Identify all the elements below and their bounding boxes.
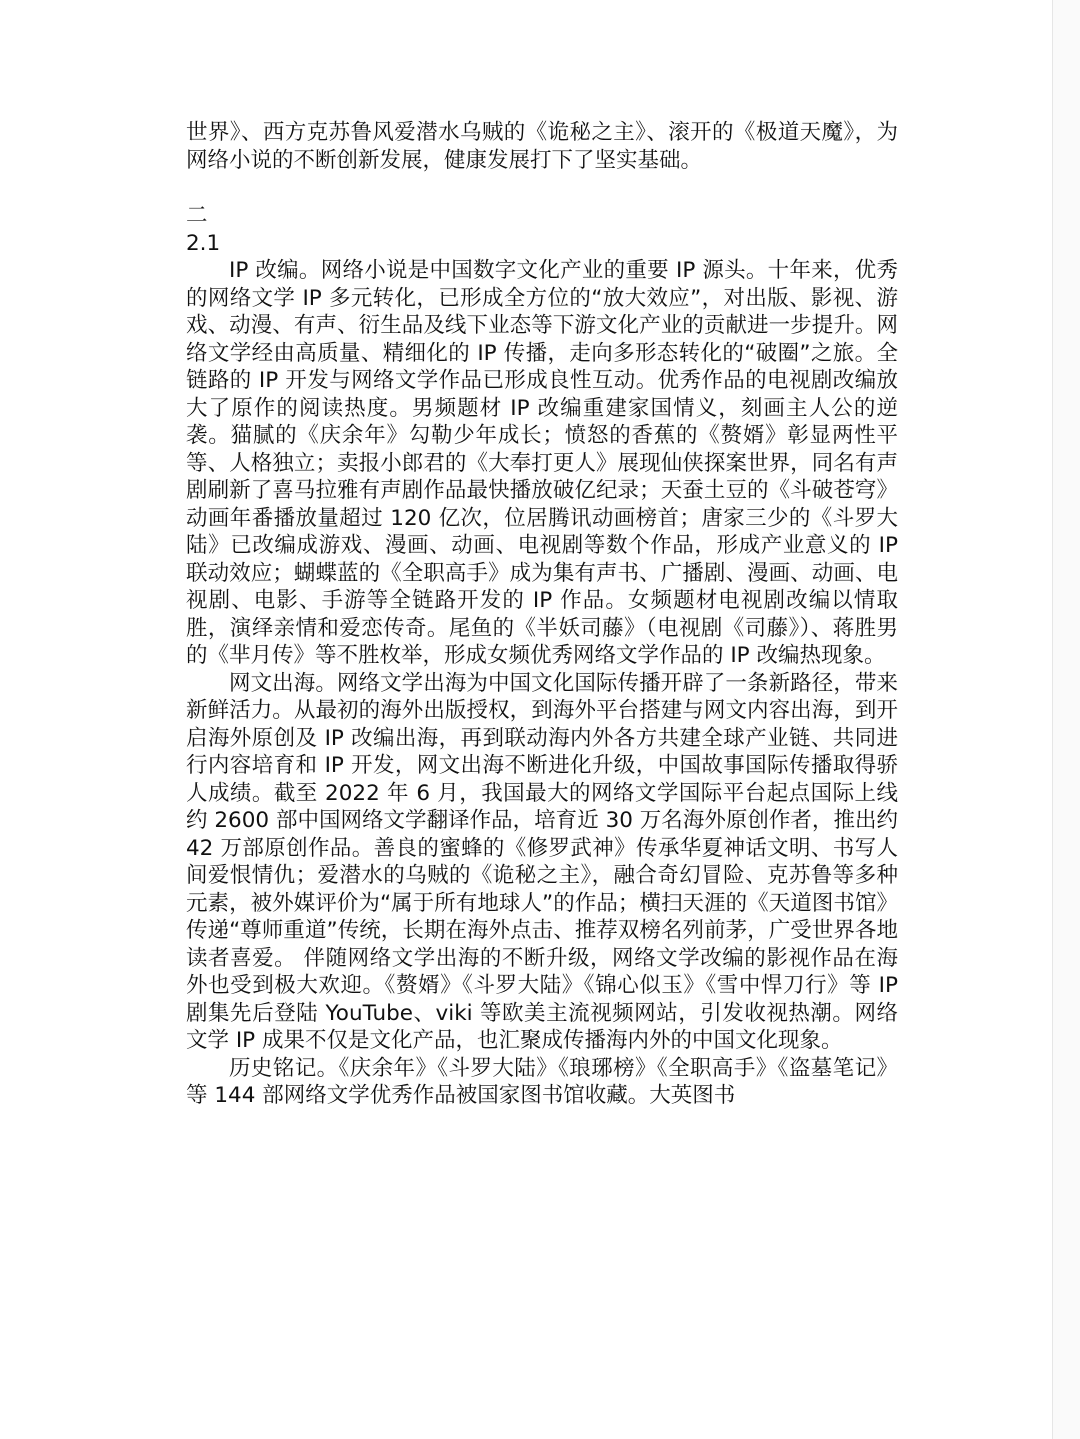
page-right-margin (1052, 0, 1080, 1439)
intro-paragraph: 世界》、西方克苏鲁风爱潜水乌贼的《诡秘之主》、滚开的《极道天魔》，为网络小说的不断创新发展，健康发展打下了坚实基础。 (186, 120, 898, 173)
paragraph-history-record: 历史铭记。《庆余年》《斗罗大陆》《琅琊榜》《全职高手》《盗墓笔记》等 144 部网络文学优秀作品被国家图书馆收藏。大英图书 (186, 1055, 898, 1108)
paragraph-gap (186, 174, 898, 202)
section-marker: 二 (186, 203, 208, 228)
subsection-number: 2.1 (186, 230, 221, 256)
paragraph-ip-adaptation: IP 改编。网络小说是中国数字文化产业的重要 IP 源头。十年来，优秀的网络文学 IP 多元转化，已形成全方位的“放大效应”，对出版、影视、游戏、动漫、有声、衍生品及线下业态等下游文化产业的贡献进一步提升。网络文学经由高质量、精细化的 IP 传播，走向多形态转化的“破圈”之旅。全链路的 IP 开发与网络文学作品已形成良性互动。优秀作品的电视剧改编放大了原作的阅读热度。男频题材 IP 改编重建家国情义，刻画主人公的逆袭。猫腻的《庆余年》勾勒少年成长；愤怒的香蕉的《赘婿》彰显两性平等、人格独立；卖报小郎君的《大奉打更人》展现仙侠探案世界，同名有声剧刷新了喜马拉雅有声剧作品最快播放破亿纪录；天蚕土豆的《斗破苍穹》动画年番播放量超过 120 亿次，位居腾讯动画榜首；唐家三少的《斗罗大陆》已改编成游戏、漫画、动画、电视剧等数个作品，形成产业意义的 IP 联动效应；蝴蝶蓝的《全职高手》成为集有声书、广播剧、漫画、动画、电视剧、电影、手游等全链路开发的 IP 作品。女频题材电视剧改编以情取胜，演绎亲情和爱恋传奇。尾鱼的《半妖司藤》（电视剧《司藤》）、蒋胜男的《芈月传》等不胜枚举，形成女频优秀网络文学作品的 IP 改编热现象。 (186, 258, 898, 668)
document-body (186, 119, 898, 1110)
paragraph-web-novel-overseas: 网文出海。网络文学出海为中国文化国际传播开辟了一条新路径，带来新鲜活力。从最初的海外出版授权，到海外平台搭建与网文内容出海，到开启海外原创及 IP 改编出海，再到联动海内外各方共建全球产业链、共同进行内容培育和 IP 开发，网文出海不断进化升级，中国故事国际传播取得骄人成绩。截至 2022 年 6 月，我国最大的网络文学国际平台起点国际上线约 2600 部中国网络文学翻译作品，培育近 30 万名海外原创作者，推出约 42 万部原创作品。善良的蜜蜂的《修罗武神》传承华夏神话文明、书写人间爱恨情仇；爱潜水的乌贼的《诡秘之主》，融合奇幻冒险、克苏鲁等多种元素，被外媒评价为“属于所有地球人”的作品；横扫天涯的《天道图书馆》传递“尊师重道”传统，长期在海外点击、推荐双榜名列前茅，广受世界各地读者喜爱。 伴随网络文学出海的不断升级，网络文学改编的影视作品在海外也受到极大欢迎。《赘婿》《斗罗大陆》《锦心似玉》《雪中悍刀行》等 IP 剧集先后登陆 YouTube、viki 等欧美主流视频网站，引发收视热潮。网络文学 IP 成果不仅是文化产品，也汇聚成传播海内外的中国文化现象。 (186, 670, 898, 1053)
